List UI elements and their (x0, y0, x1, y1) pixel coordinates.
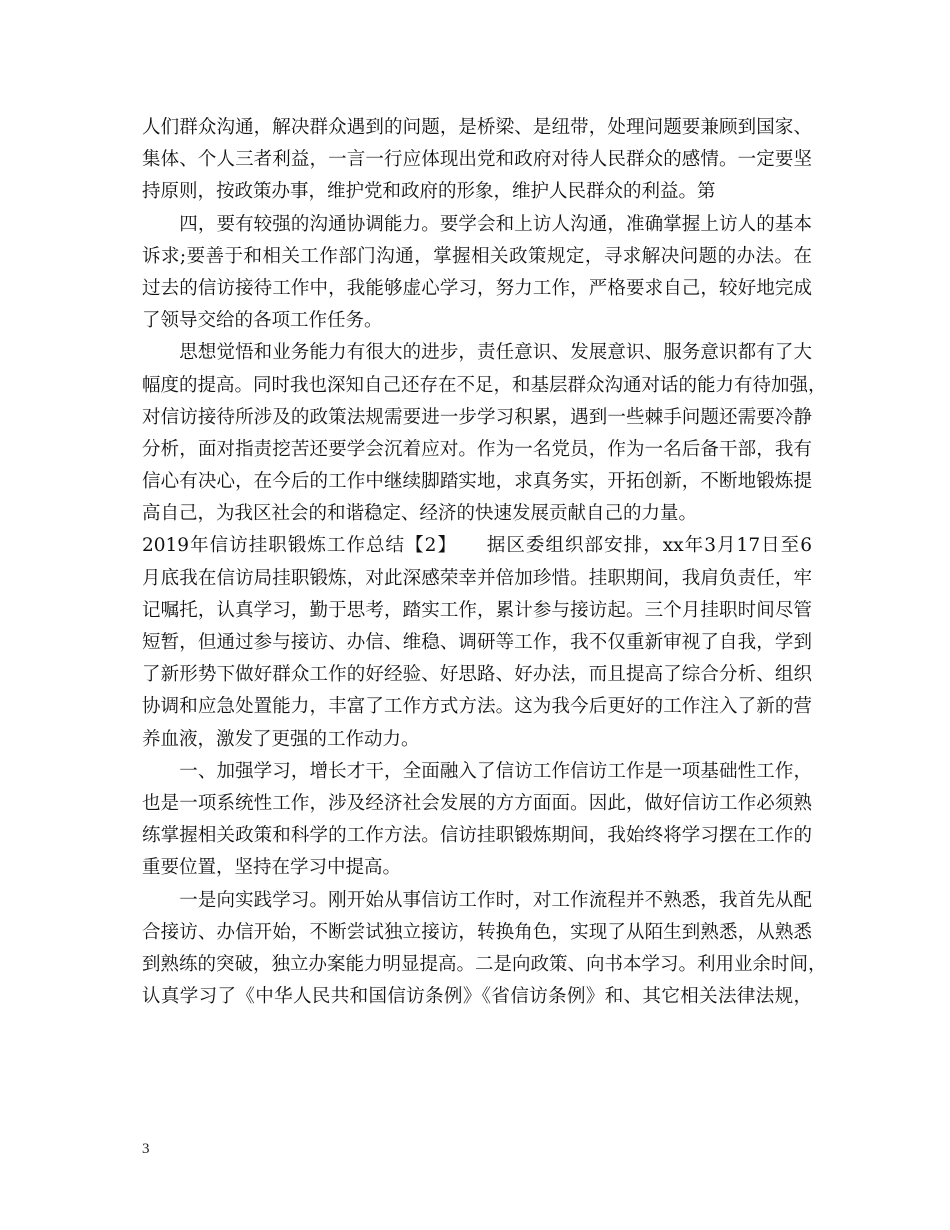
text-line: 协调和应急处置能力，丰富了工作方式方法。这为我今后更好的工作注入了新的营 (142, 696, 812, 718)
text-line: 对信访接待所涉及的政策法规需要进一步学习积累，遇到一些棘手问题还需要冷静 (142, 406, 812, 428)
text-line: 集体、个人三者利益，一言一行应体现出党和政府对待人民群众的感情。一定要坚 (142, 149, 812, 171)
text-line: 诉求;要善于和相关工作部门沟通，掌握相关政策规定，寻求解决问题的办法。在 (142, 245, 812, 267)
text-line: 月底我在信访局挂职锻炼，对此深感荣幸并倍加珍惜。挂职期间，我肩负责任，牢 (142, 567, 812, 589)
text-line: 合接访、办信开始，不断尝试独立接访，转换角色，实现了从陌生到熟悉，从熟悉 (142, 921, 812, 943)
text-line: 过去的信访接待工作中，我能够虚心学习，努力工作，严格要求自己，较好地完成 (142, 277, 812, 299)
text-line: 了新形势下做好群众工作的好经验、好思路、好办法，而且提高了综合分析、组织 (142, 664, 812, 686)
text-line: 2019年信访挂职锻炼工作总结【2】 据区委组织部安排，xx年3月17日至6 (142, 535, 812, 557)
text-line: 到熟练的突破，独立办案能力明显提高。二是向政策、向书本学习。利用业余时间， (142, 953, 827, 975)
text-line: 记嘱托，认真学习，勤于思考，踏实工作，累计参与接访起。三个月挂职时间尽管 (142, 599, 812, 621)
text-line: 持原则，按政策办事，维护党和政府的形象，维护人民群众的利益。第 (142, 181, 716, 203)
text-line: 幅度的提高。同时我也深知自己还存在不足，和基层群众沟通对话的能力有待加强， (142, 374, 827, 396)
text-line: 养血液，激发了更强的工作动力。 (142, 728, 420, 750)
document-body (142, 112, 827, 1013)
text-line: 分析，面对指责挖苦还要学会沉着应对。作为一名党员，作为一名后备干部，我有 (142, 438, 812, 460)
text-line: 一、加强学习，增长才干，全面融入了信访工作信访工作是一项基础性工作， (142, 760, 812, 782)
text-line: 一是向实践学习。刚开始从事信访工作时，对工作流程并不熟悉，我首先从配 (142, 889, 812, 911)
text-line: 练掌握相关政策和科学的工作方法。信访挂职锻炼期间，我始终将学习摆在工作的 (142, 825, 812, 847)
page-number: 3 (142, 1141, 150, 1157)
text-line: 信心有决心，在今后的工作中继续脚踏实地，求真务实，开拓创新，不断地锻炼提 (142, 471, 812, 493)
text-line: 了领导交给的各项工作任务。 (142, 310, 383, 332)
text-line: 思想觉悟和业务能力有很大的进步，责任意识、发展意识、服务意识都有了大 (142, 342, 812, 364)
text-line: 高自己，为我区社会的和谐稳定、经济的快速发展贡献自己的力量。 (142, 503, 698, 525)
text-line: 人们群众沟通，解决群众遇到的问题，是桥梁、是纽带，处理问题要兼顾到国家、 (142, 117, 812, 138)
text-line: 四，要有较强的沟通协调能力。要学会和上访人沟通，准确掌握上访人的基本 (142, 213, 812, 235)
text-line: 认真学习了《中华人民共和国信访条例》《省信访条例》和、其它相关法律法规， (142, 986, 812, 1008)
text-line: 短暂，但通过参与接访、办信、维稳、调研等工作，我不仅重新审视了自我，学到 (142, 632, 812, 653)
text-line: 也是一项系统性工作，涉及经济社会发展的方方面面。因此，做好信访工作必须熟 (142, 792, 812, 814)
text-line: 重要位置，坚持在学习中提高。 (142, 857, 402, 879)
